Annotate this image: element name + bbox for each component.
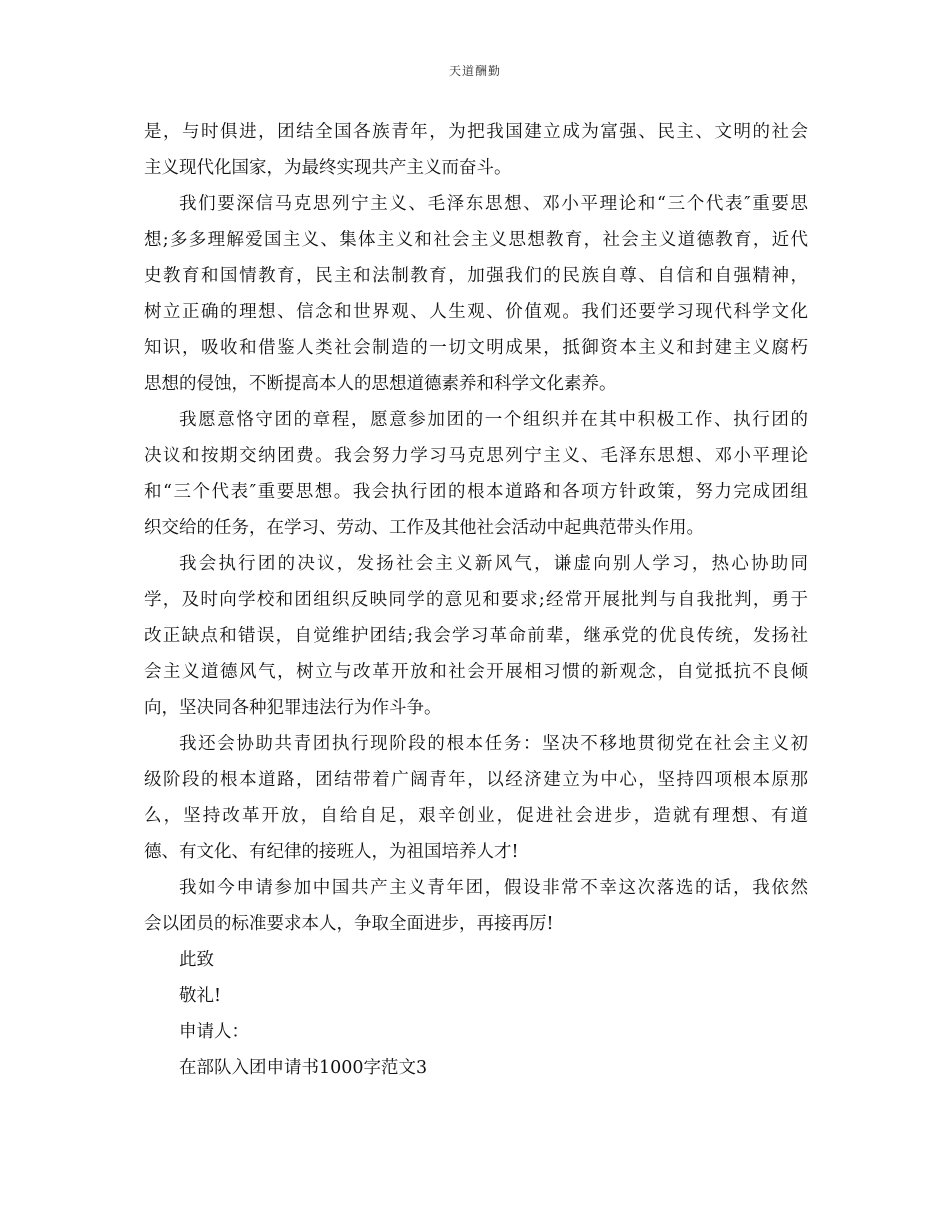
text-line: 向，坚决同各种犯罪违法行为作斗争。 [144,698,442,718]
text-line: 学，及时向学校和团组织反映同学的意见和要求;经常开展批判与自我批判，勇于 [144,590,808,610]
text-line: 织交给的任务，在学习、劳动、工作及其他社会活动中起典范带头作用。 [144,518,704,538]
text-line: 思想的侵蚀，不断提高本人的思想道德素养和科学文化素养。 [144,374,617,394]
text-line: 我会执行团的决议，发扬社会主义新风气，谦虚向别人学习，热心协助同 [179,554,808,574]
text-line: 会以团员的标准要求本人，争取全面进步，再接再厉! [144,914,554,934]
text-line: 史教育和国情教育，民主和法制教育，加强我们的民族自尊、自信和自强精神， [144,266,808,286]
text-line: 我如今申请参加中国共产主义青年团，假设非常不幸这次落选的话，我依然 [179,878,808,898]
text-line: 和“三个代表″重要思想。我会执行团的根本道路和各项方针政策，努力完成团组 [144,482,808,502]
text-line: 知识，吸收和借鉴人类社会制造的一切文明成果，抵御资本主义和封建主义腐朽 [144,338,808,358]
text-line: 是，与时俱进，团结全国各族青年，为把我国建立成为富强、民主、文明的社会 [144,122,808,142]
text-line: 树立正确的理想、信念和世界观、人生观、价值观。我们还要学习现代科学文化 [144,302,808,322]
text-line: 在部队入团申请书1000字范文3 [179,1058,428,1078]
text-line: 决议和按期交纳团费。我会努力学习马克思列宁主义、毛泽东思想、邓小平理论 [144,446,808,466]
text-line: 申请人： [179,1022,249,1042]
text-line: 想;多多理解爱国主义、集体主义和社会主义思想教育，社会主义道德教育，近代 [144,230,808,250]
text-line: 主义现代化国家，为最终实现共产主义而奋斗。 [144,158,512,178]
text-line: 我还会协助共青团执行现阶段的根本任务：坚决不移地贯彻党在社会主义初 [179,734,808,754]
text-line: 我愿意恪守团的章程，愿意参加团的一个组织并在其中积极工作、执行团的 [179,410,808,430]
page-header-title: 天道酬勤 [448,64,501,78]
text-line: 么，坚持改革开放，自给自足，艰辛创业，促进社会进步，造就有理想、有道 [144,806,808,826]
text-line: 敬礼! [179,986,222,1006]
text-line: 德、有文化、有纪律的接班人，为祖国培养人才! [144,842,519,862]
text-line: 改正缺点和错误，自觉维护团结;我会学习革命前辈，继承党的优良传统，发扬社 [144,626,808,646]
text-line: 会主义道德风气，树立与改革开放和社会开展相习惯的新观念，自觉抵抗不良倾 [144,662,808,682]
document-body [144,114,808,1086]
text-line: 级阶段的根本道路，团结带着广阔青年，以经济建立为中心，坚持四项根本原那 [144,770,808,790]
text-line: 此致 [179,950,214,970]
text-line: 我们要深信马克思列宁主义、毛泽东思想、邓小平理论和“三个代表″重要思 [179,194,808,214]
